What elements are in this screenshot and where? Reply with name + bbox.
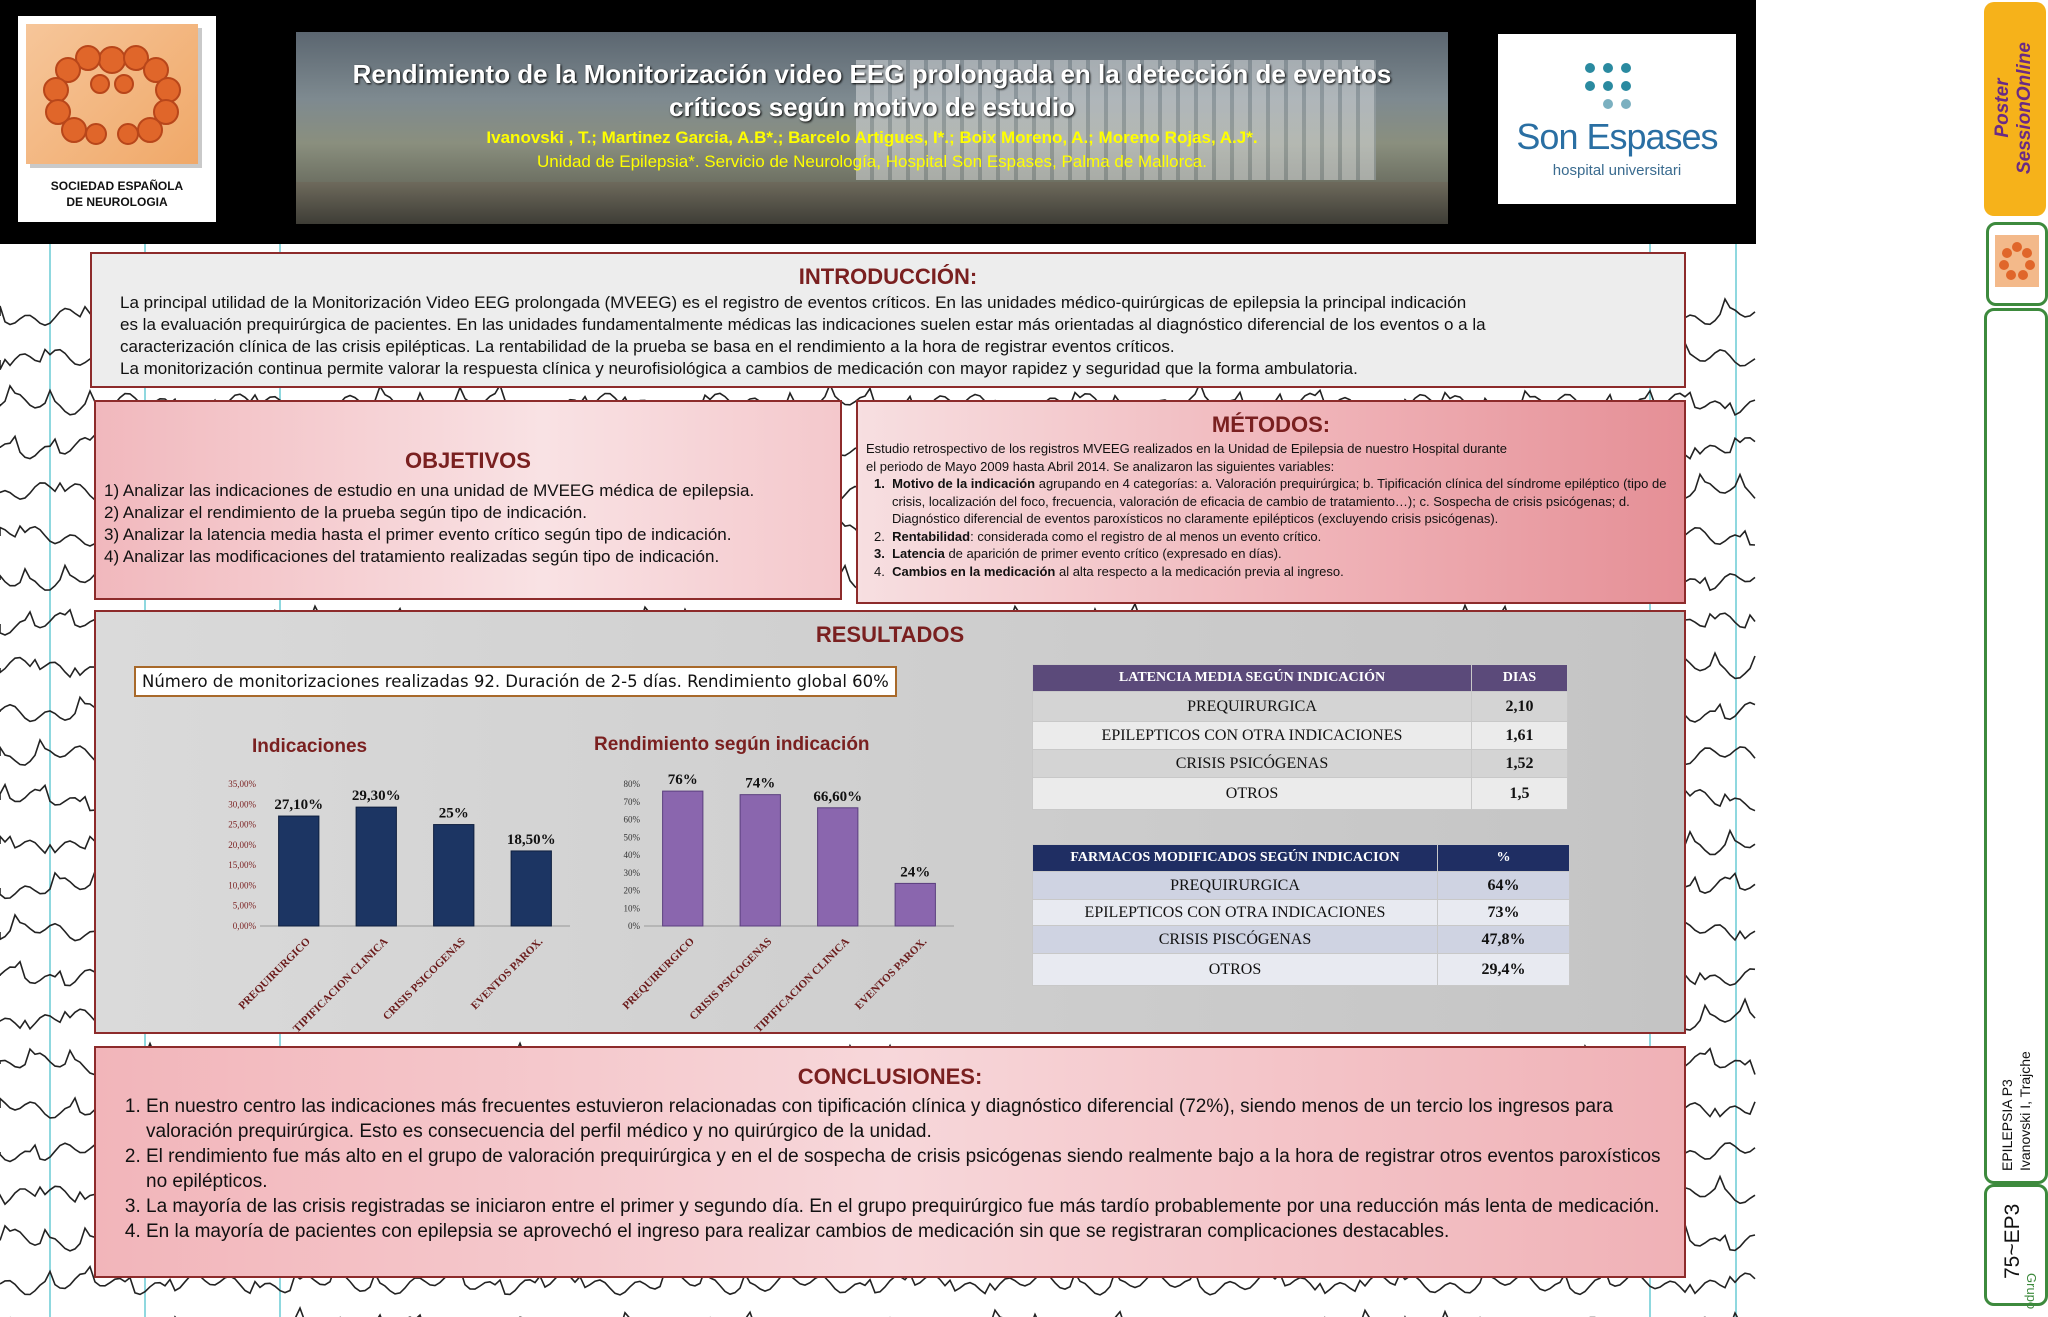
- category-label: PREQUIRURGICO: [236, 935, 313, 1012]
- sen-logo-square: [26, 24, 198, 164]
- table-row: [1033, 692, 1568, 722]
- sidebar-section: EPILEPSIA P3: [1999, 1079, 2015, 1171]
- table-cell: 1,52: [1472, 750, 1568, 778]
- conclusiones-section: [94, 1046, 1686, 1278]
- poster-session-sidebar: [1980, 0, 2048, 1317]
- objetivos-heading: OBJETIVOS: [405, 448, 531, 473]
- authors: Ivanovski , T.; Martinez Garcia, A.B*.; Barcelo Artigues, I*.; Boix Moreno, A.; Moreno Rojas, A.J*.: [486, 128, 1258, 147]
- objetivos-section: [94, 400, 842, 600]
- resultados-summary: Número de monitorizaciones realizadas 92. Duración de 2-5 días. Rendimiento global 60%: [134, 666, 897, 697]
- bar: [434, 825, 474, 926]
- bar: [279, 816, 319, 926]
- y-tick-label: 40%: [623, 850, 640, 860]
- sen-logo-text: [18, 178, 216, 210]
- metodos-text: [866, 440, 1676, 580]
- metodos-item: 3. Latencia de aparición de primer evento crítico (expresado en días).: [874, 546, 1282, 561]
- data-label: 25%: [438, 805, 469, 822]
- affiliation: Unidad de Epilepsia*. Servicio de Neurología, Hospital Son Espases, Palma de Mallorca.: [537, 152, 1207, 171]
- son-espases-name: Son Espases: [1516, 116, 1718, 157]
- sidebar-footer: Grupo: [2024, 1273, 2039, 1310]
- poster-header: [0, 0, 1756, 244]
- conclusiones-heading: CONCLUSIONES:: [797, 1064, 983, 1089]
- son-espases-subtitle: hospital universitari: [1552, 162, 1682, 179]
- table-cell: 73%: [1438, 900, 1570, 926]
- son-espases-logo: [1498, 34, 1736, 204]
- bar: [740, 795, 780, 926]
- conclusion-item: 2. El rendimiento fue más alto en el grupo de valoración prequirúrgica y en el de sospecha de crisis psicógenas siendo realmente bajo a la hora de registrar otros eventos paroxísticos no epilépticos.: [146, 1144, 1684, 1194]
- poster-code-box: [1984, 1184, 2048, 1310]
- table-row: [1033, 722, 1568, 750]
- bar: [663, 791, 703, 926]
- chart-indicaciones-title: Indicaciones: [252, 736, 368, 757]
- objetivo-item: 1) Analizar las indicaciones de estudio en una unidad de MVEEG médica de epilepsia.: [104, 481, 755, 500]
- y-tick-label: 30,00%: [228, 799, 256, 810]
- intro-line: es la evaluación prequirúrgica de pacientes. En las unidades fundamentalmente médicas las indicaciones suelen estar más orientadas al diagnóstico diferencial de los eventos o a la: [120, 315, 1486, 334]
- table-row: [1033, 926, 1570, 954]
- category-label: EVENTOS PAROX.: [468, 935, 546, 1013]
- resultados-section: [94, 610, 1686, 1034]
- y-tick-label: 0%: [628, 921, 640, 931]
- category-label: CRISIS PSICOGENAS: [687, 935, 775, 1023]
- objetivo-item: 2) Analizar el rendimiento de la prueba según tipo de indicación.: [104, 503, 587, 522]
- data-label: 74%: [745, 775, 776, 792]
- table-row: [1033, 900, 1570, 926]
- conclusion-item: 3. La mayoría de las crisis registradas se iniciaron entre el primer y segundo día. En el grupo prequirúrgico fue más tardío probablemente por una reducción más lenta de medicación.: [146, 1194, 1684, 1219]
- latencia-header-indicacion: LATENCIA MEDIA SEGÚN INDICACIÓN: [1033, 665, 1472, 692]
- title-line-1: Rendimiento de la Monitorización video EEG prolongada en la detección de eventos: [352, 59, 1392, 89]
- category-label: TIPIFICACION CLINICA: [290, 935, 391, 1036]
- y-tick-label: 20%: [623, 885, 640, 896]
- y-tick-label: 50%: [623, 832, 640, 843]
- objetivos-list: [104, 480, 840, 568]
- y-tick-label: 80%: [623, 779, 640, 789]
- table-cell: 1,61: [1472, 722, 1568, 750]
- farmacos-table-header: [1033, 845, 1570, 872]
- category-label: TIPIFICACION CLINICA: [752, 935, 852, 1036]
- intro-line: caracterización clínica de las crisis epilépticas. La rentabilidad de la prueba se basa en el rendimiento a la hora de registrar eventos críticos.: [120, 337, 1175, 356]
- table-cell: 47,8%: [1438, 926, 1570, 954]
- objetivo-item: 4) Analizar las modificaciones del tratamiento realizadas según tipo de indicación.: [104, 547, 720, 566]
- metodos-item: 1. Motivo de la indicación agrupando en 4 categorías: a. Valoración prequirúrgica; b. Tipificación clínica del síndrome epiléptico (tipo de crisis, localización del foco, frecuencia, valoración de eficacia de cambio de tratamiento…); c. Sospecha de crisis psicógenas; d. Diagnóstico diferencial de eventos paroxísticos no claramente epilépticos (excluyendo crisis psicógenas).: [874, 476, 1667, 526]
- table-cell: 1,5: [1472, 778, 1568, 810]
- table-cell: EPILEPTICOS CON OTRA INDICACIONES: [1033, 722, 1472, 750]
- metodos-section: [856, 400, 1686, 604]
- table-row: [1033, 954, 1570, 986]
- metodos-item: 4. Cambios en la medicación al alta respecto a la medicación previa al ingreso.: [874, 563, 1344, 579]
- brain-mini-icon: [1989, 225, 2045, 303]
- title-banner: [296, 32, 1448, 224]
- table-cell: CRISIS PSICÓGENAS: [1033, 750, 1472, 778]
- data-label: 66,60%: [813, 788, 863, 805]
- conclusion-item: 1. En nuestro centro las indicaciones más frecuentes estuvieron relacionadas con tipificación clínica y diagnóstico diferencial (72%), siendo menos de un tercio los ingresos para valoración prequirúrgica. Esto es consecuencia del perfil médico y no quirúrgico de la unidad.: [146, 1094, 1684, 1144]
- table-cell: PREQUIRURGICA: [1033, 872, 1438, 900]
- farmacos-header-pct: %: [1438, 845, 1570, 872]
- data-label: 24%: [900, 864, 931, 881]
- brain-icon: [26, 24, 198, 164]
- table-row: [1033, 750, 1568, 778]
- metodos-intro-line: el periodo de Mayo 2009 hasta Abril 2014. Se analizaron las siguientes variables:: [866, 458, 1335, 474]
- y-tick-label: 0,00%: [232, 921, 256, 931]
- objetivo-item: 3) Analizar la latencia media hasta el primer evento crítico según tipo de indicación.: [104, 525, 732, 544]
- y-tick-label: 35,00%: [228, 779, 256, 789]
- data-label: 29,30%: [351, 788, 401, 805]
- bar: [818, 808, 858, 926]
- poster-code: 75~EP3: [2001, 1203, 2024, 1279]
- chart-rendimiento-title: Rendimiento según indicación: [594, 734, 870, 755]
- sidebar-author: Ivanovski I, Trajche: [2017, 1051, 2033, 1171]
- y-tick-label: 60%: [623, 814, 640, 825]
- table-cell: EPILEPTICOS CON OTRA INDICACIONES: [1033, 900, 1438, 926]
- poster-info-box: [1984, 308, 2048, 1184]
- latencia-table-header: [1033, 665, 1568, 692]
- table-row: [1033, 778, 1568, 810]
- brand-part-1: Poster: [1992, 78, 2013, 138]
- metodos-heading: MÉTODOS:: [1211, 412, 1331, 437]
- data-label: 18,50%: [506, 831, 556, 848]
- table-cell: 64%: [1438, 872, 1570, 900]
- conclusiones-list: [146, 1094, 1684, 1244]
- sen-logo-line-1: SOCIEDAD ESPAÑOLA: [50, 179, 184, 193]
- son-espases-dots-icon: [1584, 62, 1650, 112]
- introduccion-heading: INTRODUCCIÓN:: [798, 264, 978, 289]
- metodos-item: 2. Rentabilidad: considerada como el registro de al menos un evento crítico.: [874, 528, 1322, 544]
- chart-indicaciones: [126, 762, 566, 1036]
- y-tick-label: 30%: [623, 867, 640, 878]
- y-tick-label: 25,00%: [228, 819, 256, 830]
- metodos-list: [866, 475, 1676, 580]
- intro-line: La monitorización continua permite valorar la respuesta clínica y neurofisiológica a cambios de medicación con mayor rapidez y seguridad que la forma ambulatoria.: [120, 359, 1358, 378]
- hospital-photo-ground: [296, 182, 1448, 224]
- y-tick-label: 15,00%: [228, 860, 256, 871]
- bar: [356, 807, 396, 926]
- y-tick-label: 20,00%: [228, 839, 256, 850]
- metodos-intro-line: Estudio retrospectivo de los registros MVEEG realizados en la Unidad de Epilepsia de nuestro Hospital durante: [866, 441, 1507, 456]
- table-cell: 29,4%: [1438, 954, 1570, 986]
- poster-session-brand: [1992, 38, 2036, 178]
- sen-logo: [18, 16, 216, 222]
- table-row: [1033, 872, 1570, 900]
- farmacos-header-indicacion: FARMACOS MODIFICADOS SEGÚN INDICACION: [1033, 845, 1438, 872]
- introduccion-section: [90, 252, 1686, 388]
- y-tick-label: 5,00%: [232, 900, 256, 911]
- poster-title: [296, 58, 1448, 124]
- resultados-heading: RESULTADOS: [815, 622, 965, 647]
- table-cell: PREQUIRURGICA: [1033, 692, 1472, 722]
- category-label: EVENTOS PAROX.: [852, 935, 930, 1013]
- y-tick-label: 10,00%: [228, 880, 256, 891]
- brand-part-2: SessionOnline: [2014, 42, 2035, 174]
- intro-line: La principal utilidad de la Monitorización Video EEG prolongada (MVEEG) es el registro de eventos críticos. En las unidades médico-quirúrgicas de epilepsia la principal indicación: [120, 293, 1467, 312]
- sen-mini-logo[interactable]: [1986, 222, 2048, 306]
- poster-session-online-tab[interactable]: [1984, 2, 2046, 216]
- conclusion-item: 4. En la mayoría de pacientes con epilepsia se aprovechó el ingreso para realizar cambios de medicación sin que se registraran complicaciones destacables.: [146, 1219, 1684, 1244]
- table-cell: 2,10: [1472, 692, 1568, 722]
- y-tick-label: 70%: [623, 796, 640, 807]
- farmacos-table: [1032, 844, 1570, 986]
- table-cell: OTROS: [1033, 954, 1438, 986]
- latencia-table: [1032, 664, 1568, 810]
- bar: [895, 883, 935, 926]
- sen-logo-line-2: DE NEUROLOGIA: [66, 195, 168, 209]
- title-line-2: críticos según motivo de estudio: [669, 92, 1075, 122]
- y-tick-label: 10%: [623, 903, 640, 914]
- data-label: 76%: [667, 772, 698, 789]
- category-label: CRISIS PSICOGENAS: [380, 935, 468, 1023]
- table-cell: CRISIS PISCÓGENAS: [1033, 926, 1438, 954]
- category-label: PREQUIRURGICO: [620, 935, 697, 1012]
- table-cell: OTROS: [1033, 778, 1472, 810]
- chart-rendimiento: [536, 762, 996, 1036]
- introduccion-text: [120, 292, 1684, 380]
- latencia-header-dias: DIAS: [1472, 665, 1568, 692]
- data-label: 27,10%: [274, 797, 324, 814]
